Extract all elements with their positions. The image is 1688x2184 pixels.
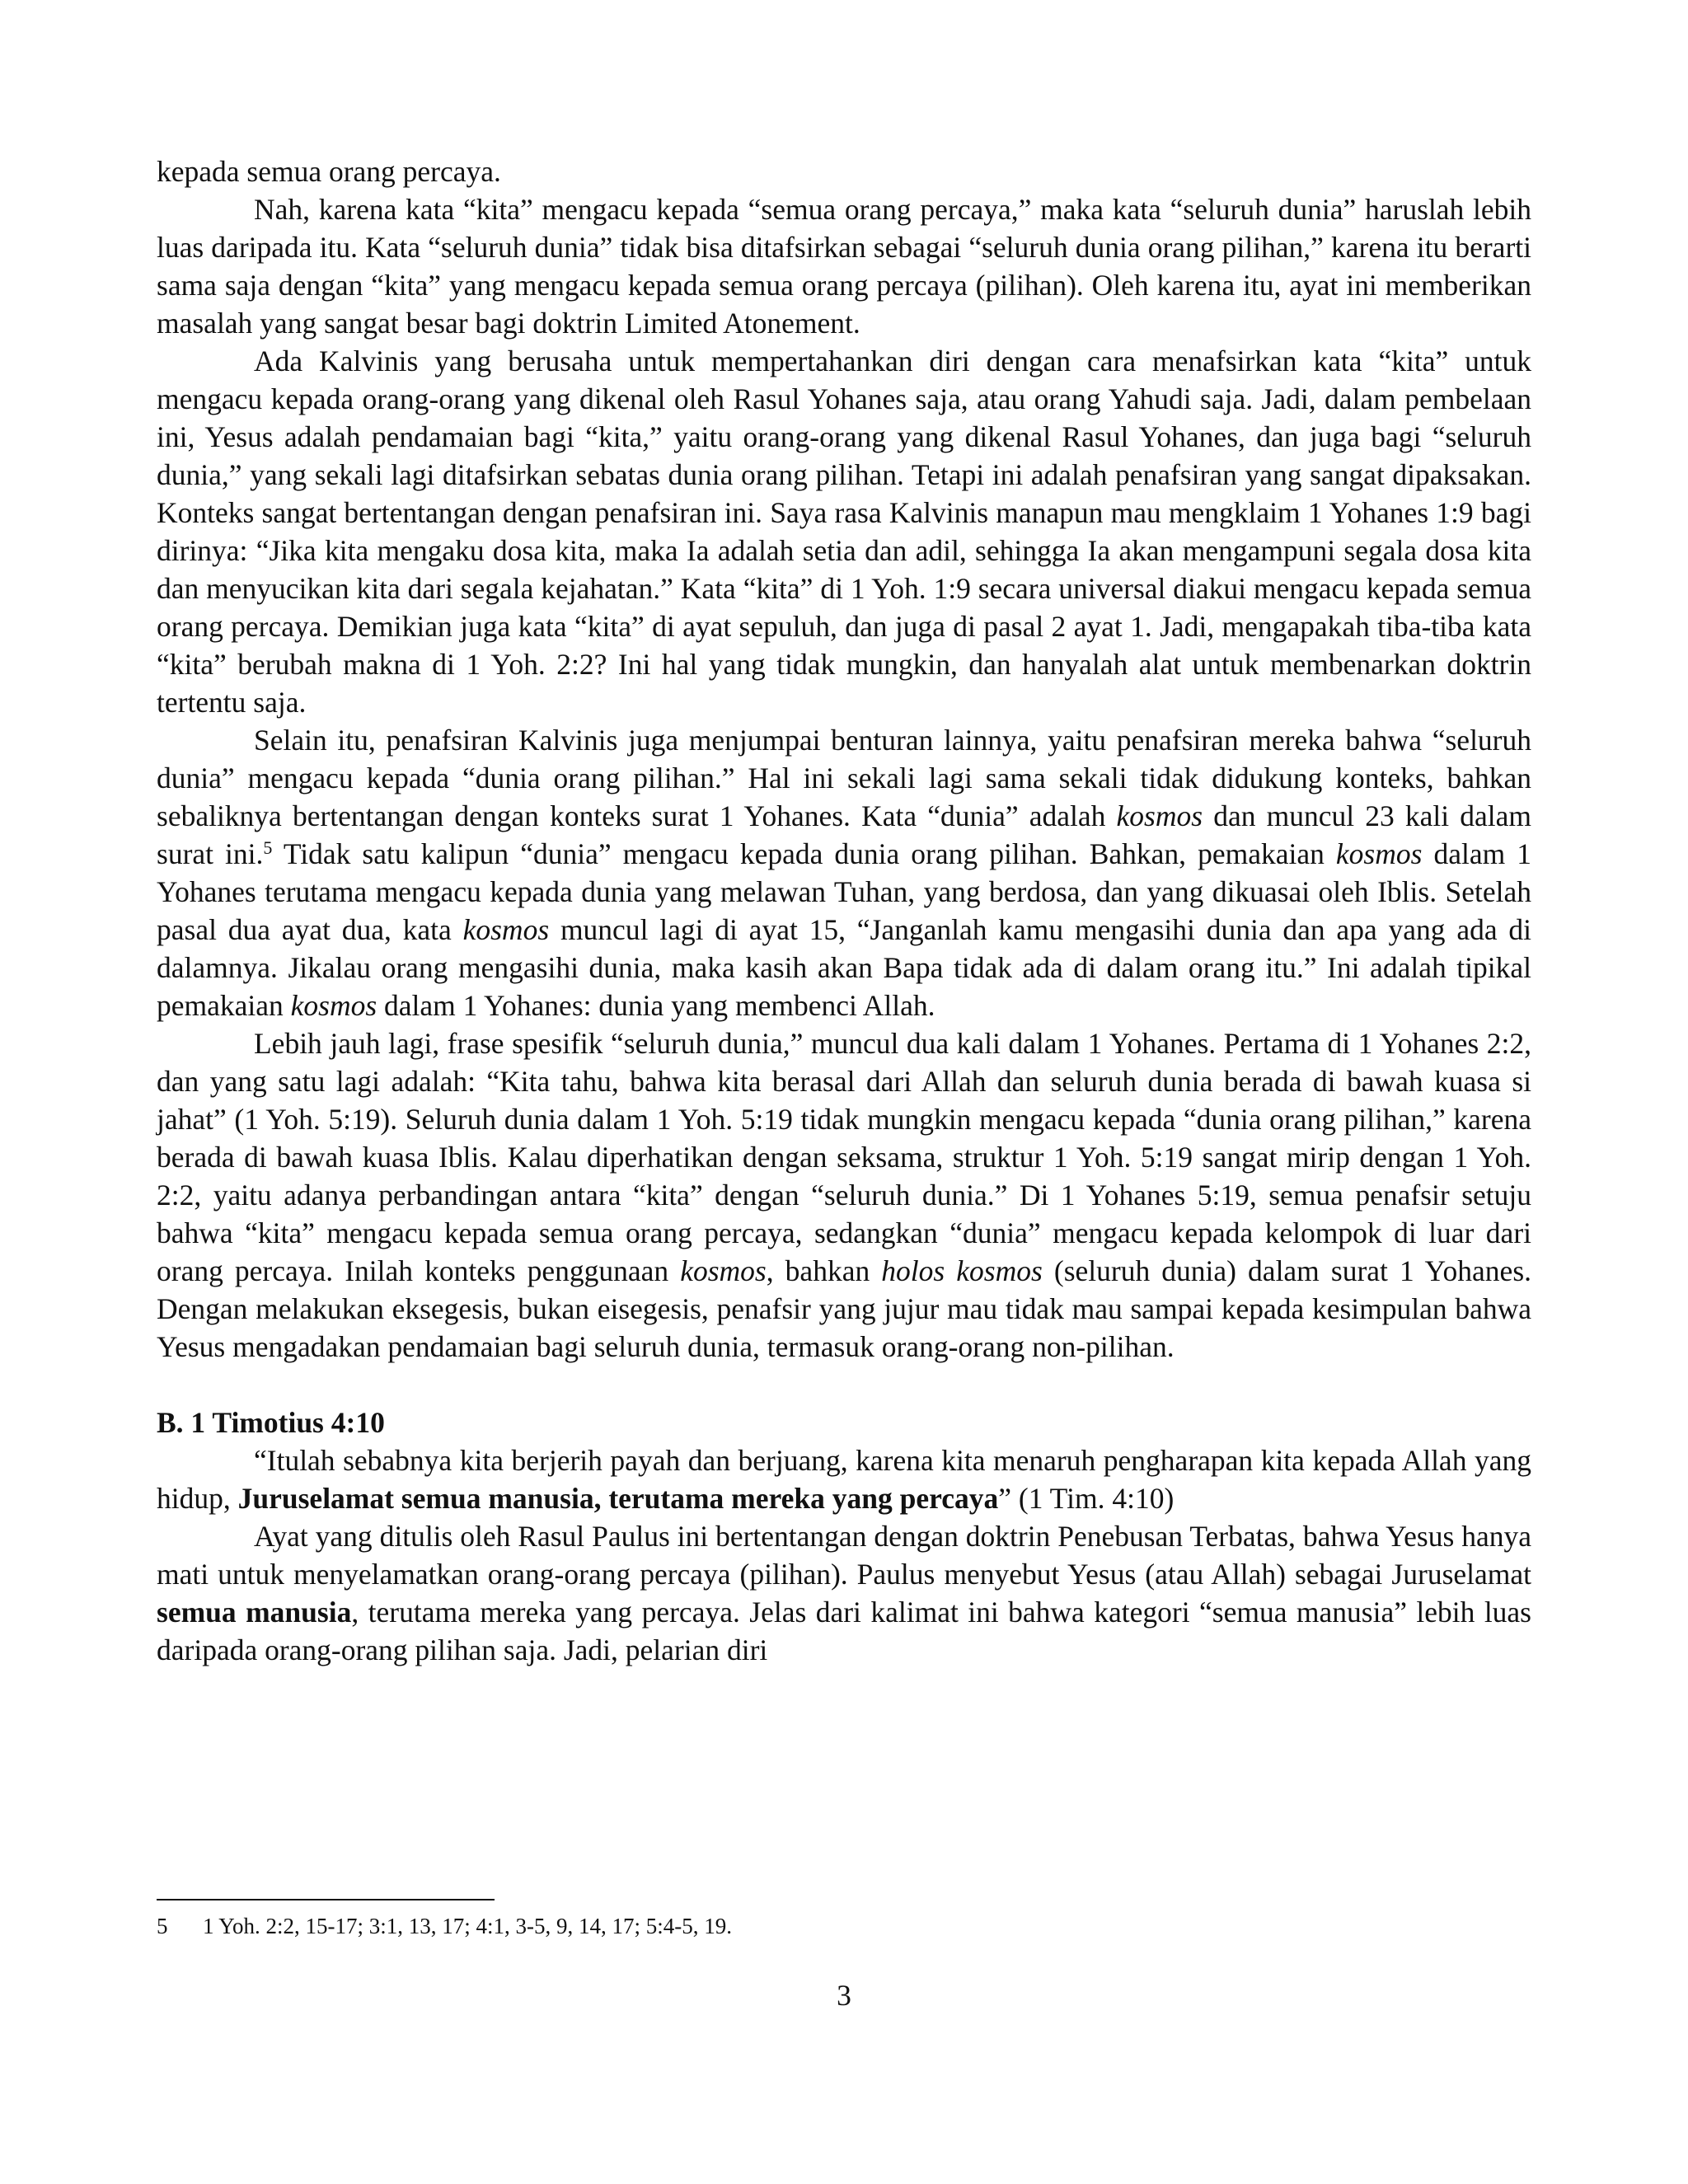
italic-term: kosmos [1335, 837, 1423, 870]
bold-phrase: Juruselamat semua manusia, terutama mereka yang percaya [237, 1482, 999, 1515]
paragraph-3 [157, 721, 1531, 1024]
italic-term: kosmos [1116, 799, 1203, 832]
paragraph-section-b [157, 1517, 1531, 1669]
text-run: Tidak satu kalipun “dunia” mengacu kepada dunia orang pilihan. Bahkan, pemakaian [272, 837, 1336, 870]
footnote-separator [157, 1899, 495, 1900]
text-run: dalam 1 Yohanes: dunia yang membenci Allah. [377, 989, 935, 1022]
text-run: (seluruh dunia) dalam surat 1 Yohanes. Dengan melakukan eksegesis, bukan eisegesis, penafsir yang jujur mau tidak mau sampai kepada kesimpulan bahwa Yesus mengadakan pendamaian bagi seluruh dunia, termasuk orang-orang non-pilihan. [157, 1254, 1532, 1363]
scripture-quote [157, 1441, 1531, 1517]
text-run: , terutama mereka yang percaya. Jelas dari kalimat ini bahwa kategori “semua manusia” lebih luas daripada orang-orang pilihan saja. Jadi, pelarian diri [157, 1596, 1531, 1666]
section-heading: B. 1 Timotius 4:10 [157, 1406, 385, 1439]
bold-phrase: semua manusia [157, 1596, 352, 1629]
footnote-text: 1 Yoh. 2:2, 15-17; 3:1, 13, 17; 4:1, 3-5, 9, 14, 17; 5:4-5, 19. [203, 1914, 733, 1938]
italic-term: kosmos [680, 1254, 767, 1287]
italic-term: kosmos [290, 989, 377, 1022]
paragraph-2: Ada Kalvinis yang berusaha untuk mempertahankan diri dengan cara menafsirkan kata “kita” untuk mengacu kepada orang-orang yang dikenal oleh Rasul Yohanes saja, atau orang Yahudi saja. Jadi, dalam pembelaan ini, Yesus adalah pendamaian bagi “kita,” yaitu orang-orang yang dikenal Rasul Yohanes, dan juga bagi “seluruh dunia,” yang sekali lagi ditafsirkan sebatas dunia orang pilihan. Tetapi ini adalah penafsiran yang sangat dipaksakan. Konteks sangat bertentangan dengan penafsiran ini. Saya rasa Kalvinis manapun mau mengklaim 1 Yohanes 1:9 bagi dirinya: “Jika kita mengaku dosa kita, maka Ia adalah setia dan adil, sehingga Ia akan mengampuni segala dosa kita dan menyucikan kita dari segala kejahatan.” Kata “kita” di 1 Yoh. 1:9 secara universal diakui mengacu kepada semua orang percaya. Demikian juga kata “kita” di ayat sepuluh, dan juga di pasal 2 ayat 1. Jadi, mengapakah tiba-tiba kata “kita” berubah makna di 1 Yoh. 2:2? Ini hal yang tidak mungkin, dan hanyalah alat untuk membenarkan doktrin tertentu saja. [157, 344, 1531, 719]
text-run: dalam 1 Yohanes terutama mengacu kepada dunia yang melawan Tuhan, yang berdosa, dan yang dikuasai oleh Iblis. Setelah pasal dua ayat dua, kata [157, 837, 1532, 946]
document-body [157, 152, 1531, 1669]
text-run: Ayat yang ditulis oleh Rasul Paulus ini bertentangan dengan doktrin Penebusan Terbatas, bahwa Yesus hanya mati untuk menyelamatkan orang-orang percaya (pilihan). Paulus menyebut Yesus (atau Allah) sebagai Juruselamat [157, 1520, 1531, 1591]
text-run: Selain itu, penafsiran Kalvinis juga menjumpai benturan lainnya, yaitu penafsiran mereka bahwa “seluruh dunia” mengacu kepada “dunia orang pilihan.” Hal ini sekali lagi sama sekali tidak didukung konteks, bahkan sebaliknya bertentangan dengan konteks surat 1 Yohanes. Kata “dunia” adalah [157, 724, 1531, 832]
paragraph-continuation: kepada semua orang percaya. [157, 155, 501, 188]
footnote-reference[interactable]: 5 [263, 837, 273, 858]
italic-term: holos kosmos [881, 1254, 1043, 1287]
paragraph-1: Nah, karena kata “kita” mengacu kepada “semua orang percaya,” maka kata “seluruh dunia” haruslah lebih luas daripada itu. Kata “seluruh dunia” tidak bisa ditafsirkan sebagai “seluruh dunia orang pilihan,” karena itu berarti sama saja dengan “kita” yang mengacu kepada semua orang percaya (pilihan). Oleh karena itu, ayat ini memberikan masalah yang sangat besar bagi doktrin Limited Atonement. [157, 193, 1531, 340]
italic-term: kosmos [462, 913, 550, 946]
text-run: Lebih jauh lagi, frase spesifik “seluruh dunia,” muncul dua kali dalam 1 Yohanes. Pertama di 1 Yohanes 2:2, dan yang satu lagi adalah: “Kita tahu, bahwa kita berasal dari Allah dan seluruh dunia berada di bawah kuasa si jahat” (1 Yoh. 5:19). Seluruh dunia dalam 1 Yoh. 5:19 tidak mungkin mengacu kepada “dunia orang pilihan,” karena berada di bawah kuasa Iblis. Kalau diperhatikan dengan seksama, struktur 1 Yoh. 5:19 sangat mirip dengan 1 Yoh. 2:2, yaitu adanya perbandingan antara “kita” dengan “seluruh dunia.” Di 1 Yohanes 5:19, semua penafsir setuju bahwa “kita” mengacu kepada semua orang percaya, sedangkan “dunia” mengacu kepada kelompok di luar dari orang percaya. Inilah konteks penggunaan [157, 1027, 1531, 1287]
paragraph-4 [157, 1024, 1531, 1366]
text-run: muncul lagi di ayat 15, “Janganlah kamu mengasihi dunia dan apa yang ada di dalamnya. Jikalau orang mengasihi dunia, maka kasih akan Bapa tidak ada di dalam orang itu.” Ini adalah tipikal pemakaian [157, 913, 1531, 1022]
footnote [157, 1912, 1531, 1940]
text-run: dan muncul 23 kali dalam surat ini. [157, 799, 1531, 870]
text-run: , bahkan [766, 1254, 882, 1287]
text-run: “Itulah sebabnya kita berjerih payah dan berjuang, karena kita menaruh pengharapan kita kepada Allah yang hidup, [157, 1444, 1531, 1515]
page-number: 3 [837, 1979, 851, 2012]
footnote-number: 5 [157, 1914, 168, 1938]
text-run: ” (1 Tim. 4:10) [998, 1482, 1175, 1515]
